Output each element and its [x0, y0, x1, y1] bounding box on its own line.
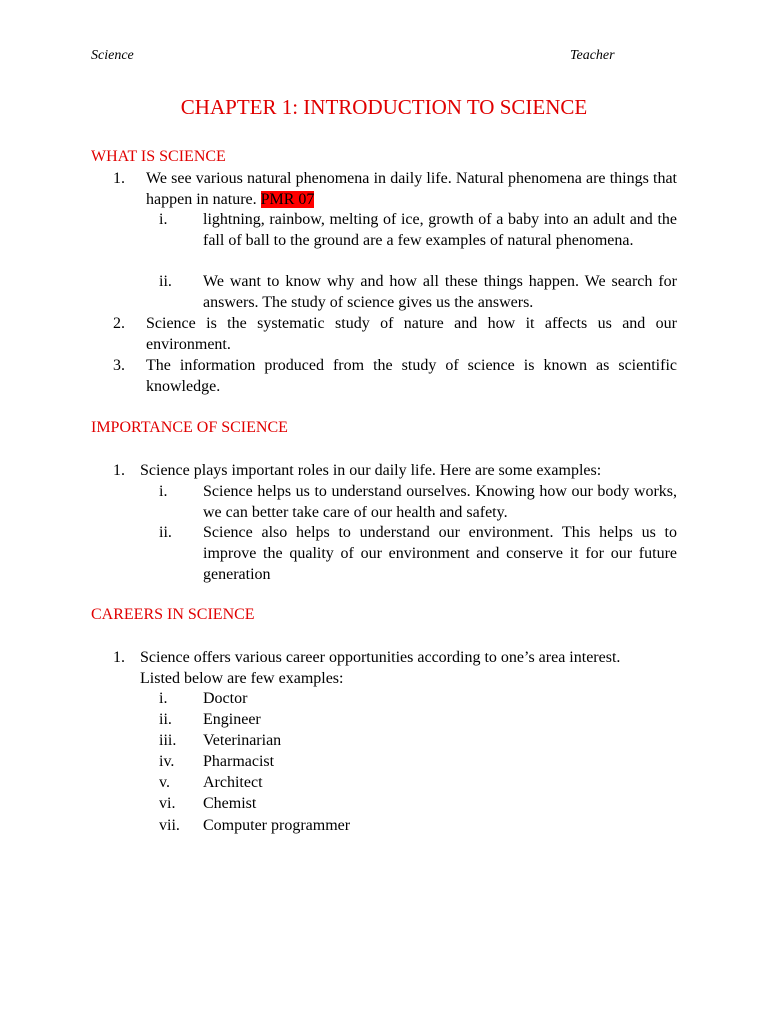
exam-tag-highlight: PMR 07 [260, 190, 315, 208]
header-right: Teacher [570, 48, 615, 63]
list-number: 2. [113, 315, 125, 332]
career-list-item: Architect [203, 774, 263, 791]
header-left: Science [91, 48, 134, 63]
list-item-text: Science offers various career opportunities according to one’s area interest. [140, 649, 621, 666]
list-item-text-continued: Listed below are few examples: [140, 670, 344, 687]
sub-list-number: ii. [159, 524, 172, 541]
career-list-number: iii. [159, 732, 177, 749]
sub-list-number: ii. [159, 273, 172, 290]
list-number: 1. [113, 462, 125, 479]
career-list-item: Veterinarian [203, 732, 282, 749]
chapter-title: CHAPTER 1: INTRODUCTION TO SCIENCE [180, 95, 588, 119]
section-heading-careers-in-science: CAREERS IN SCIENCE [91, 606, 255, 623]
list-number: 1. [113, 170, 125, 187]
sub-list-number: i. [159, 483, 168, 500]
list-item-text: Science is the systematic study of nature and how it affects us and our environment. [146, 315, 677, 353]
career-list-number: vii. [159, 817, 180, 834]
career-list-number: i. [159, 690, 168, 707]
career-list-item: Chemist [203, 795, 257, 812]
sub-list-item-text: lightning, rainbow, melting of ice, growth of a baby into an adult and the fall of ball to the ground are a few examples of natural phenomena. [203, 211, 677, 249]
career-list-item: Computer programmer [203, 817, 351, 834]
sub-list-item-text: Science also helps to understand our environment. This helps us to improve the quality of our environment and conserve it for our future generation [203, 524, 677, 583]
sub-list-item-text: Science helps us to understand ourselves. Knowing how our body works, we can better take care of our health and safety. [203, 483, 677, 521]
career-list-item: Doctor [203, 690, 248, 707]
sub-list-number: i. [159, 211, 168, 228]
career-list-number: ii. [159, 711, 172, 728]
list-item-text: The information produced from the study of science is known as scientific knowledge. [146, 357, 677, 395]
list-item-body: We see various natural phenomena in daily life. Natural phenomena are things that happen in nature. [146, 170, 677, 208]
career-list-item: Pharmacist [203, 753, 275, 770]
sub-list-item-text: We want to know why and how all these things happen. We search for answers. The study of science gives us the answers. [203, 273, 677, 311]
section-heading-what-is-science: WHAT IS SCIENCE [91, 148, 226, 165]
career-list-number: vi. [159, 795, 176, 812]
list-number: 1. [113, 649, 125, 666]
career-list-number: iv. [159, 753, 175, 770]
list-item-text [146, 169, 677, 211]
career-list-number: v. [159, 774, 170, 791]
list-number: 3. [113, 357, 125, 374]
career-list-item: Engineer [203, 711, 261, 728]
list-item-text: Science plays important roles in our daily life. Here are some examples: [140, 462, 602, 479]
section-heading-importance-of-science: IMPORTANCE OF SCIENCE [91, 419, 288, 436]
